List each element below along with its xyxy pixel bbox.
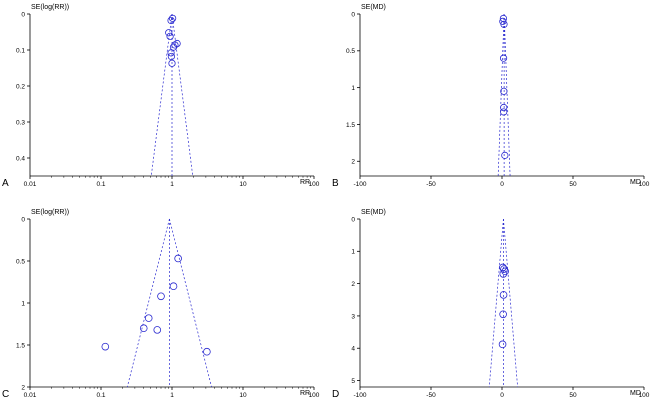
svg-text:0: 0 xyxy=(500,392,504,399)
svg-text:1: 1 xyxy=(170,181,174,188)
panel-c-ylabel: SE(log(RR)) xyxy=(31,209,70,216)
panel-b-xlabel: MD xyxy=(630,179,641,186)
svg-text:2: 2 xyxy=(351,158,355,166)
panel-d-xlabel: MD xyxy=(630,390,641,397)
panel-d-ylabel: SE(MD) xyxy=(361,209,386,216)
panel-c xyxy=(0,205,330,411)
panel-d-letter: D xyxy=(332,389,340,400)
svg-text:100: 100 xyxy=(308,392,320,399)
svg-text:3: 3 xyxy=(351,313,355,321)
panel-c-xlabel: RR xyxy=(300,390,311,397)
svg-text:0.4: 0.4 xyxy=(15,155,25,163)
svg-text:1: 1 xyxy=(351,248,355,256)
svg-text:0.5: 0.5 xyxy=(345,48,355,56)
svg-text:2: 2 xyxy=(21,384,25,392)
svg-text:0.01: 0.01 xyxy=(23,181,37,188)
panel-a-letter: A xyxy=(2,178,9,189)
svg-text:0: 0 xyxy=(351,11,355,19)
svg-text:0: 0 xyxy=(21,11,25,19)
svg-text:0.1: 0.1 xyxy=(96,392,106,399)
panel-b xyxy=(330,0,660,200)
svg-text:0.2: 0.2 xyxy=(15,83,25,91)
svg-text:1.5: 1.5 xyxy=(15,342,25,350)
panel-c-plot xyxy=(0,205,330,411)
svg-text:100: 100 xyxy=(638,181,650,188)
panel-a xyxy=(0,0,330,200)
panel-b-plot xyxy=(330,0,660,200)
svg-text:4: 4 xyxy=(351,345,355,353)
svg-text:50: 50 xyxy=(569,392,577,399)
panel-b-letter: B xyxy=(332,178,339,189)
panel-d-plot xyxy=(330,205,660,411)
panel-d xyxy=(330,205,660,411)
panel-b-ylabel: SE(MD) xyxy=(361,4,386,11)
svg-text:1: 1 xyxy=(21,300,25,308)
svg-text:0: 0 xyxy=(21,216,25,224)
svg-text:50: 50 xyxy=(569,181,577,188)
svg-text:0.5: 0.5 xyxy=(15,258,25,266)
svg-text:0.3: 0.3 xyxy=(15,119,25,127)
svg-text:-100: -100 xyxy=(353,392,367,399)
svg-text:-50: -50 xyxy=(426,181,436,188)
svg-text:10: 10 xyxy=(239,392,247,399)
panel-a-plot xyxy=(0,0,330,200)
svg-text:10: 10 xyxy=(239,181,247,188)
panel-a-xlabel: RR xyxy=(300,179,311,186)
svg-text:0.01: 0.01 xyxy=(23,392,37,399)
svg-text:0: 0 xyxy=(351,216,355,224)
svg-text:100: 100 xyxy=(638,392,650,399)
svg-text:5: 5 xyxy=(351,377,355,385)
svg-text:-50: -50 xyxy=(426,392,436,399)
svg-text:100: 100 xyxy=(308,181,320,188)
panel-c-letter: C xyxy=(2,389,10,400)
svg-text:0.1: 0.1 xyxy=(15,47,25,55)
svg-text:1.5: 1.5 xyxy=(345,121,355,129)
svg-text:0: 0 xyxy=(500,181,504,188)
svg-text:2: 2 xyxy=(351,281,355,289)
svg-text:-100: -100 xyxy=(353,181,367,188)
svg-text:1: 1 xyxy=(351,85,355,93)
svg-text:0.1: 0.1 xyxy=(96,181,106,188)
panel-a-ylabel: SE(log(RR)) xyxy=(31,4,70,11)
svg-text:1: 1 xyxy=(170,392,174,399)
